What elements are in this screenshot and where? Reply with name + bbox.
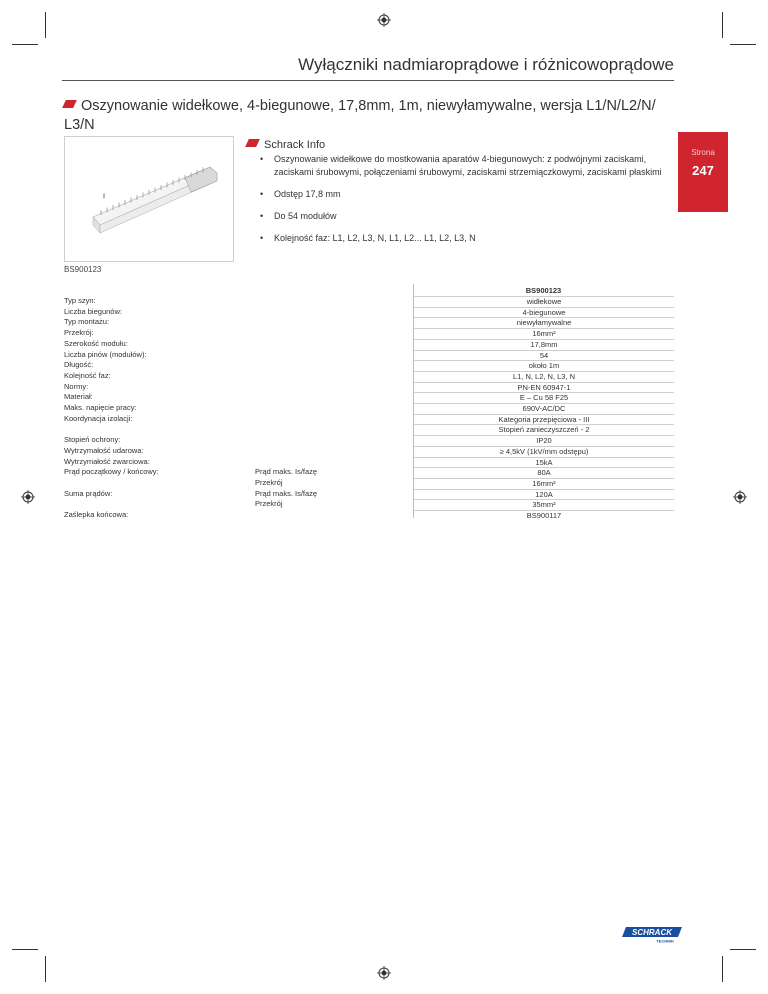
- product-image-code: BS900123: [64, 265, 102, 274]
- spec-label: Kolejność faz:: [64, 370, 111, 380]
- product-title-text: Oszynowanie widełkowe, 4-biegunowe, 17,8mm, 1m, niewyłamywalne, wersja L1/N/L2/N/ L3/N: [64, 98, 656, 133]
- list-item: • Odstęp 17,8 mm: [258, 188, 678, 201]
- table-row: [64, 489, 674, 500]
- crop-mark: [12, 44, 38, 45]
- spec-value: E – Cu 58 F25: [414, 392, 674, 403]
- spec-label: Typ montażu:: [64, 317, 110, 327]
- spec-label: Szerokość modułu:: [64, 338, 128, 348]
- spec-label: Wytrzymałość udarowa:: [64, 445, 144, 455]
- table-row: [64, 499, 674, 510]
- table-row: [64, 403, 674, 414]
- spec-label: Przekrój:: [64, 328, 94, 338]
- schrack-logo: [622, 927, 682, 943]
- page-number: 247: [692, 163, 714, 178]
- spec-value: Kategoria przepięciowa - III: [414, 414, 674, 425]
- spec-value: niewyłamywalne: [414, 317, 674, 328]
- info-heading: [247, 139, 325, 151]
- spec-value: L1, N, L2, N, L3, N: [414, 371, 674, 382]
- spec-label: Stopień ochrony:: [64, 435, 121, 445]
- info-bullet-list: [258, 153, 678, 254]
- spec-column-header: BS900123: [525, 286, 562, 295]
- spec-sublabel: Przekrój: [255, 477, 283, 487]
- table-row: [64, 457, 674, 468]
- crop-mark: [730, 949, 756, 950]
- spec-label: Prąd początkowy / końcowy:: [64, 467, 159, 477]
- spec-value: 16mm²: [414, 328, 674, 339]
- spec-value: ≥ 4,5kV (1kV/mm odstępu): [414, 446, 674, 457]
- spec-value: Stopień zanieczyszczeń - 2: [414, 424, 674, 435]
- registration-mark-icon: [377, 13, 391, 27]
- svg-text:SCHRACK: SCHRACK: [632, 928, 672, 937]
- spec-value: PN-EN 60947-1: [414, 382, 674, 393]
- header-divider: [62, 80, 674, 81]
- spec-value: 54: [414, 350, 674, 361]
- page-number-tab: [678, 132, 728, 212]
- spec-value: BS900117: [414, 510, 674, 521]
- list-item: • Kolejność faz: L1, L2, L3, N, L1, L2... L1, L2, L3, N: [258, 232, 678, 245]
- table-row: [64, 307, 674, 318]
- table-row: [64, 317, 674, 328]
- spec-label: Wytrzymałość zwarciowa:: [64, 456, 150, 466]
- info-heading-text: Schrack Info: [264, 139, 326, 151]
- spec-label: Typ szyn:: [64, 296, 96, 305]
- crop-mark: [45, 12, 46, 38]
- table-row: [64, 296, 674, 307]
- spec-label: Liczba biegunów:: [64, 306, 122, 316]
- table-row: [64, 478, 674, 489]
- spec-label: Długość:: [64, 360, 94, 370]
- list-item: • Do 54 modułów: [258, 210, 678, 223]
- crop-mark: [722, 12, 723, 38]
- product-image: [64, 136, 234, 262]
- spec-value: 4-biegunowe: [414, 307, 674, 318]
- spec-label: Suma prądów:: [64, 488, 113, 498]
- table-row: [64, 435, 674, 446]
- red-marker-icon: [62, 100, 77, 108]
- registration-mark-icon: [377, 966, 391, 980]
- page-header-title: Wyłączniki nadmiaroprądowe i różnicowoprądowe: [298, 55, 674, 74]
- crop-mark: [45, 956, 46, 982]
- spec-sublabel: Prąd maks. Is/fazę: [255, 467, 318, 477]
- spec-value: 120A: [414, 489, 674, 500]
- spec-value: 15kA: [414, 457, 674, 468]
- spec-value: około 1m: [414, 360, 674, 371]
- table-row: [64, 328, 674, 339]
- table-row: [64, 360, 674, 371]
- table-row: [64, 467, 674, 478]
- spec-value: 35mm²: [414, 499, 674, 510]
- spec-label: Zaślepka końcowa:: [64, 510, 129, 519]
- spec-value: 80A: [414, 467, 674, 478]
- registration-mark-icon: [21, 490, 35, 504]
- table-row: [64, 350, 674, 361]
- spec-value: 690V-AC/DC: [414, 403, 674, 414]
- table-row: [64, 446, 674, 457]
- spec-label: Maks. napięcie pracy:: [64, 403, 137, 412]
- table-row: [64, 339, 674, 350]
- spec-sublabel: Prąd maks. Is/fazę: [255, 488, 318, 498]
- spec-value: widłekowe: [414, 296, 674, 307]
- page-label: Strona: [691, 148, 715, 157]
- spec-label: Normy:: [64, 381, 89, 391]
- spec-label: Koordynacja izolacji:: [64, 413, 133, 423]
- red-marker-icon: [245, 139, 260, 147]
- spec-value: IP20: [414, 435, 674, 446]
- spec-label: Liczba pinów (modułów):: [64, 349, 147, 359]
- svg-text:TECHNIK: TECHNIK: [656, 938, 674, 943]
- table-row: [64, 382, 674, 393]
- table-row: [64, 414, 674, 425]
- table-row: [64, 510, 674, 521]
- table-row: [64, 392, 674, 403]
- table-row: [64, 371, 674, 382]
- spec-value: 16mm²: [414, 478, 674, 489]
- product-title: [64, 97, 674, 135]
- crop-mark: [722, 956, 723, 982]
- spec-label: Materiał:: [64, 392, 93, 402]
- crop-mark: [730, 44, 756, 45]
- crop-mark: [12, 949, 38, 950]
- spec-value: 17,8mm: [414, 339, 674, 350]
- spec-sublabel: Przekrój: [255, 499, 283, 509]
- list-item: • Oszynowanie widełkowe do mostkowania aparatów 4-biegunowych: z podwójnymi zaciskami, zaciskami śrubowymi, połączeniami śrubowymi, zaciskami strzemiączkowymi, zaciskami płaskimi: [258, 153, 678, 179]
- registration-mark-icon: [733, 490, 747, 504]
- table-row: [64, 424, 674, 435]
- busbar-image-icon: [65, 137, 233, 261]
